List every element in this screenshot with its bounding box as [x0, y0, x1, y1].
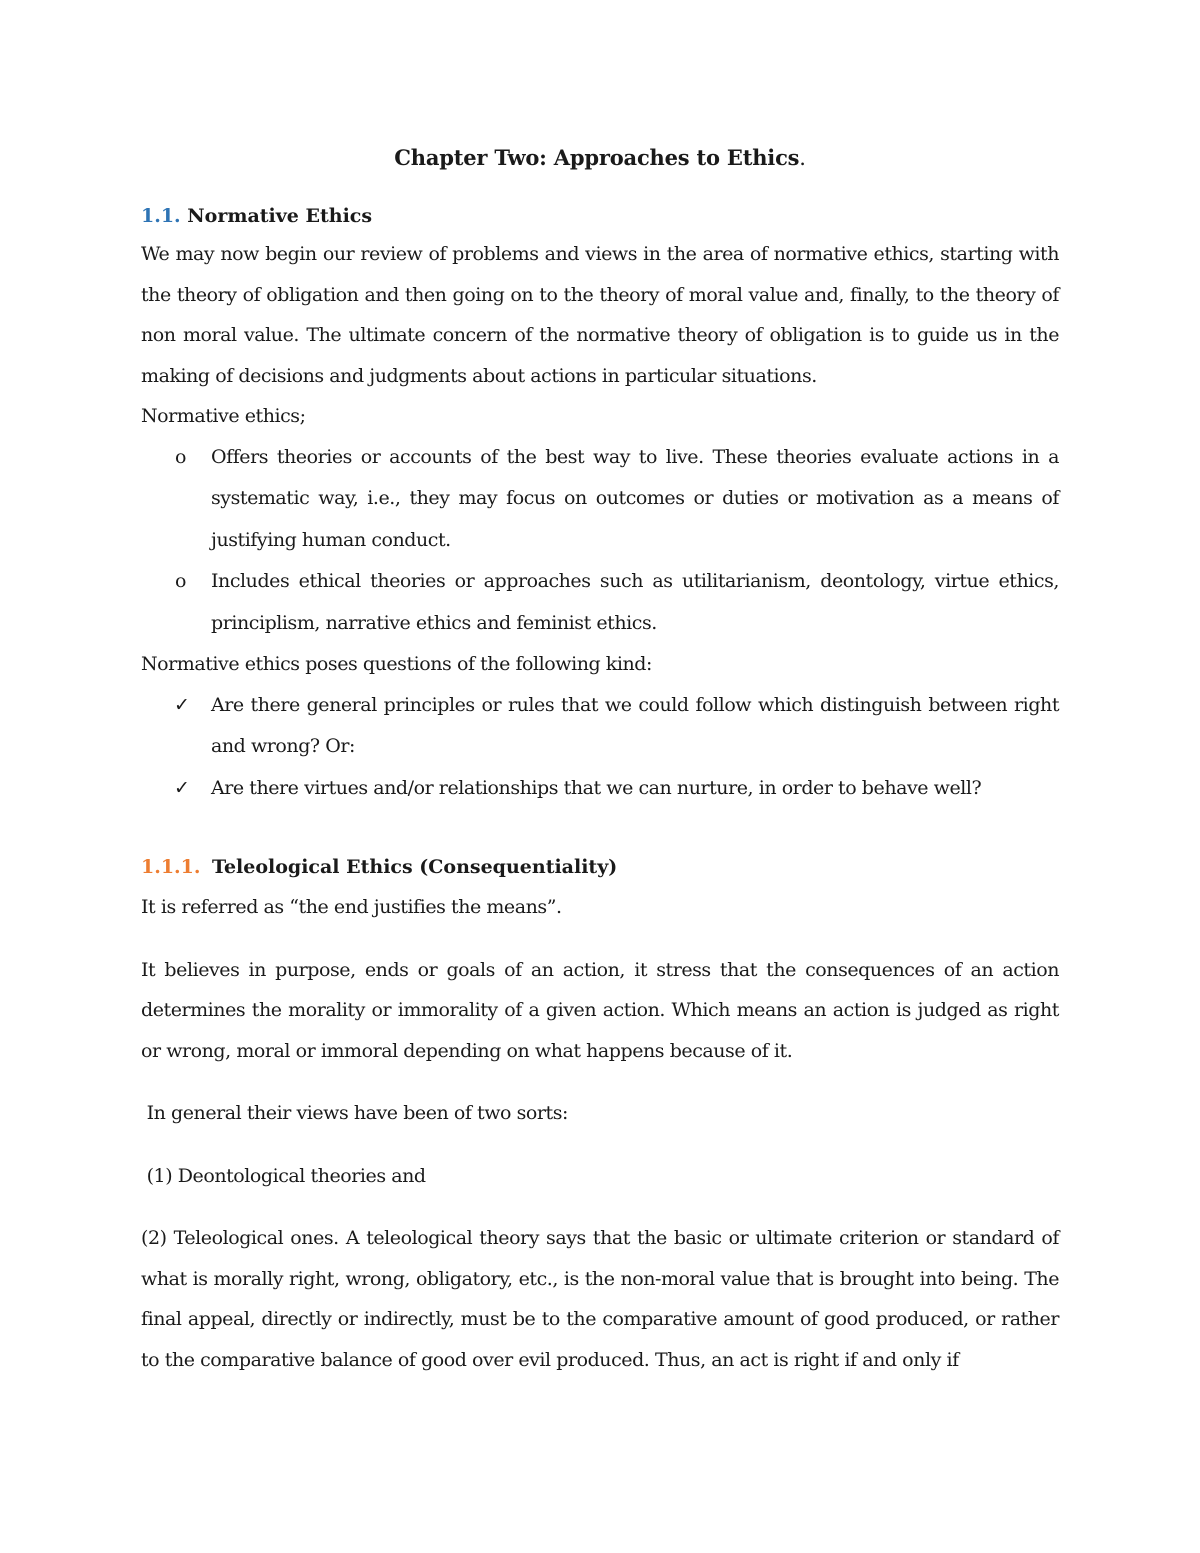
document-page: [141, 140, 1059, 1380]
paragraph-end-justifies-means: It is referred as “the end justifies the means”.: [141, 896, 562, 918]
paragraph-deontological: (1) Deontological theories and: [141, 1164, 426, 1187]
section-number: 1.1.: [141, 205, 181, 227]
paragraph-spacer: [141, 928, 1059, 950]
paragraph-teleological: (2) Teleological ones. A teleological theory says that the basic or ultimate criterion or standard of what is morally right, wrong, obligatory, etc., is the non-moral value that is brought into being. The final appeal, directly or indirectly, must be to the comparative amount of good produced, or rather to the comparative balance of good over evil produced. Thus, an act is right if and only if: [141, 1227, 1059, 1371]
list-item-text: Are there general principles or rules that we could follow which distinguish between right and wrong? Or:: [211, 693, 1059, 757]
subsection-number: 1.1.1.: [141, 856, 201, 878]
list-item: [141, 561, 1059, 644]
paragraph-lead-in: Normative ethics;: [141, 405, 306, 427]
paragraph-questions-lead: Normative ethics poses questions of the following kind:: [141, 653, 652, 675]
subsection-heading-teleological-ethics: [141, 847, 1059, 887]
hollow-bullet-icon: o: [175, 570, 186, 592]
list-item: [141, 437, 1059, 562]
paragraph-spacer: [141, 1196, 1059, 1218]
list-item-text: Includes ethical theories or approaches such as utilitarianism, deontology, virtue ethics, principlism, narrative ethics and feminist ethics.: [211, 570, 1059, 634]
list-item: [141, 685, 1059, 768]
paragraph-two-sorts: In general their views have been of two sorts:: [141, 1102, 568, 1124]
normative-ethics-bullet-list: [141, 437, 1059, 645]
chapter-title-period: .: [799, 146, 806, 170]
chapter-title-text: Chapter Two: Approaches to Ethics: [394, 145, 800, 170]
paragraph-intro: We may now begin our review of problems and views in the area of normative ethics, starting with the theory of obligation and then going on to the theory of moral value and, finally, to the theory of non moral value. The ultimate concern of the normative theory of obligation is to guide us in the making of decisions and judgments about actions in particular situations.: [141, 243, 1059, 387]
questions-checklist: [141, 685, 1059, 810]
section-heading-normative-ethics: [141, 198, 1059, 234]
list-item: [141, 768, 1059, 810]
paragraph-spacer: [141, 1134, 1059, 1156]
list-item-text: Are there virtues and/or relationships that we can nurture, in order to behave well?: [211, 776, 982, 799]
paragraph-spacer: [141, 1071, 1059, 1093]
paragraph-purpose: It believes in purpose, ends or goals of an action, it stress that the consequences of an action determines the morality or immorality of a given action. Which means an action is judged as right or wrong, moral or immoral depending on what happens because of it.: [141, 958, 1059, 1062]
checkmark-icon: ✓: [174, 776, 190, 799]
chapter-title: [141, 140, 1059, 176]
section-heading-text: Normative Ethics: [187, 205, 373, 227]
checkmark-icon: ✓: [174, 693, 190, 716]
hollow-bullet-icon: o: [175, 445, 186, 468]
subsection-heading-text: Teleological Ethics (Consequentiality): [212, 856, 618, 878]
list-item-text: Offers theories or accounts of the best way to live. These theories evaluate actions in a systematic way, i.e., they may focus on outcomes or duties or motivation as a means of justifying human conduct.: [211, 445, 1059, 551]
